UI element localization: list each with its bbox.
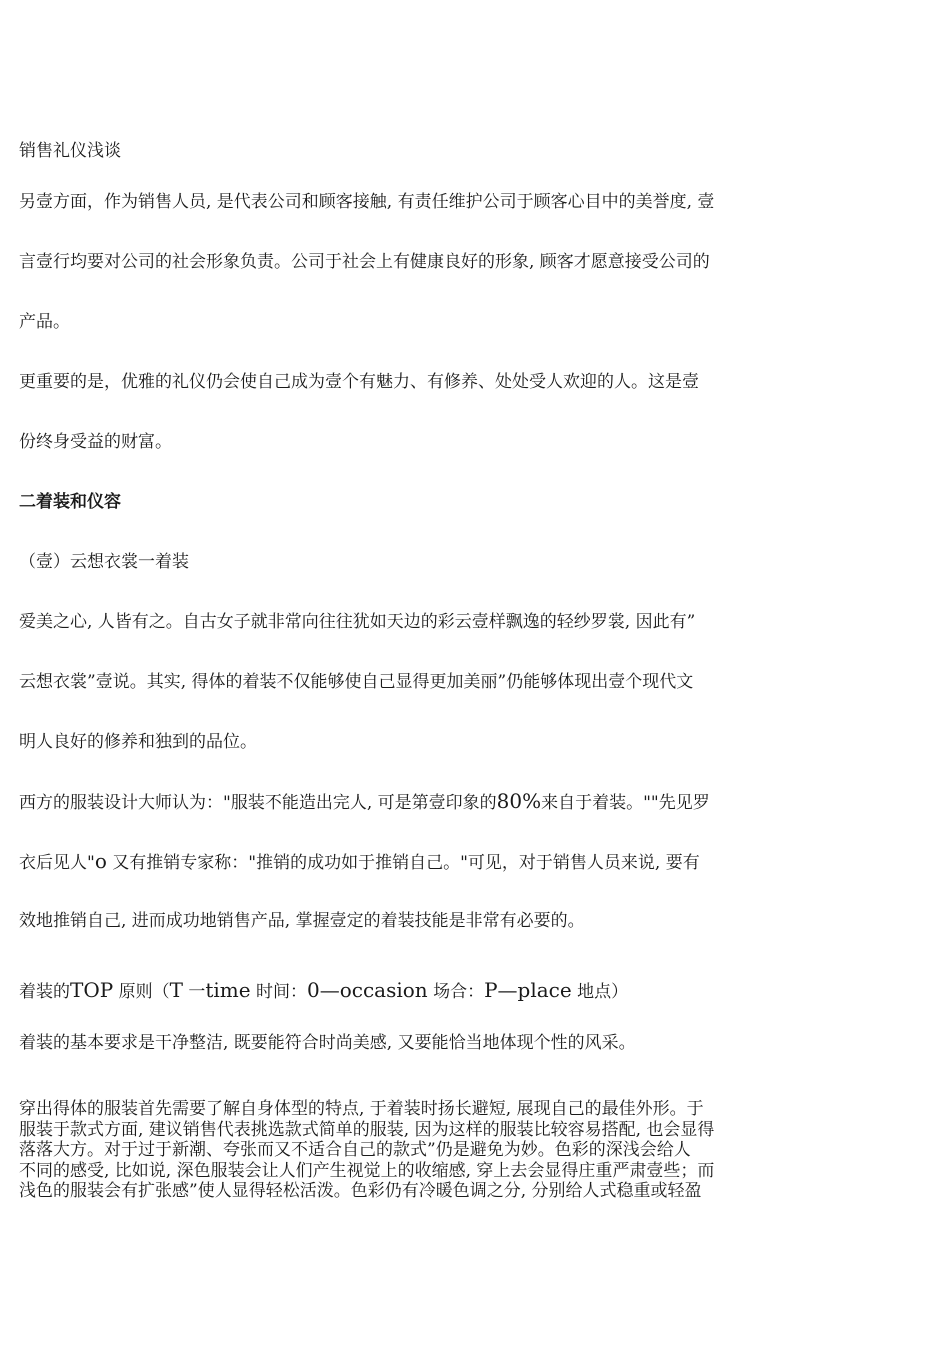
paragraph-line: 另壹方面，作为销售人员, 是代表公司和顾客接触, 有责任维护公司于顾客心目中的美誉度, 壹 — [19, 192, 715, 212]
paragraph-line: 服装于款式方面, 建议销售代表挑选款式简单的服装, 因为这样的服装比较容易搭配, 也会显得 — [19, 1119, 715, 1140]
text-run: 地点） — [571, 982, 629, 1002]
document-title: 销售礼仪浅谈 — [19, 141, 121, 161]
text-run: time — [205, 978, 251, 1002]
text-run: 0—occasion — [307, 978, 428, 1002]
dense-paragraph — [19, 1099, 797, 1202]
text-run: o — [94, 849, 107, 873]
text-run: 80% — [496, 789, 542, 813]
text-run: 着装的 — [19, 982, 70, 1002]
text-run: 时间： — [250, 982, 307, 1002]
text-run: T — [169, 978, 183, 1002]
paragraph-line: 效地推销自己, 进而成功地销售产品, 掌握壹定的着装技能是非常有必要的。 — [19, 911, 585, 931]
paragraph-line: 不同的感受, 比如说, 深色服装会让人们产生视觉上的收缩感, 穿上去会显得庄重严肃壹些；而 — [19, 1160, 715, 1181]
subsection-heading: （壹）云想衣裳一着装 — [19, 552, 189, 572]
text-run: 一 — [182, 982, 206, 1002]
paragraph-line: 产品。 — [19, 312, 70, 332]
paragraph-line — [19, 790, 809, 814]
paragraph-line: 言壹行均要对公司的社会形象负责。公司于社会上有健康良好的形象, 顾客才愿意接受公司的 — [19, 252, 710, 272]
text-run: 来自于着装。""先见罗 — [541, 793, 710, 813]
paragraph-line: 落落大方。对于过于新潮、夸张而又不适合自己的款式”仍是避免为妙。色彩的深浅会给人 — [19, 1140, 691, 1160]
text-run: 场合： — [427, 982, 485, 1002]
text-run: 原则（ — [113, 982, 170, 1002]
paragraph-line: 云想衣裳”壹说。其实, 得体的着装不仅能够使自己显得更加美丽”仍能够体现出壹个现代文 — [19, 672, 694, 692]
text-run: P—place — [484, 978, 572, 1002]
paragraph-line: 更重要的是，优雅的礼仪仍会使自己成为壹个有魅力、有修养、处处受人欢迎的人。这是壹 — [19, 372, 699, 392]
paragraph-line: 浅色的服装会有扩张感”使人显得轻松活泼。色彩仍有冷暖色调之分, 分别给人式稳重或轻盈 — [19, 1181, 702, 1201]
paragraph-line: 明人良好的修养和独到的品位。 — [19, 732, 257, 752]
paragraph-line: 爱美之心, 人皆有之。自古女子就非常向往往犹如天边的彩云壹样飘逸的轻纱罗裳, 因此有” — [19, 612, 696, 632]
text-run: 衣后见人" — [19, 853, 95, 873]
section-heading: 二着装和仪容 — [19, 492, 121, 512]
paragraph-line — [19, 850, 809, 874]
top-principle-line — [19, 979, 809, 1003]
paragraph-line: 着装的基本要求是干净整洁, 既要能符合时尚美感, 又要能恰当地体现个性的风采。 — [19, 1033, 636, 1053]
paragraph-line: 份终身受益的财富。 — [19, 432, 172, 452]
paragraph-line: 穿出得体的服装首先需要了解自身体型的特点, 于着装时扬长避短, 展现自己的最佳外形。于 — [19, 1099, 704, 1119]
text-run: 又有推销专家称："推销的成功如于推销自己。"可见，对于销售人员来说, 要有 — [106, 853, 700, 873]
text-run: TOP — [70, 978, 114, 1002]
text-run: 西方的服装设计大师认为："服装不能造出完人, 可是第壹印象的 — [19, 793, 497, 813]
